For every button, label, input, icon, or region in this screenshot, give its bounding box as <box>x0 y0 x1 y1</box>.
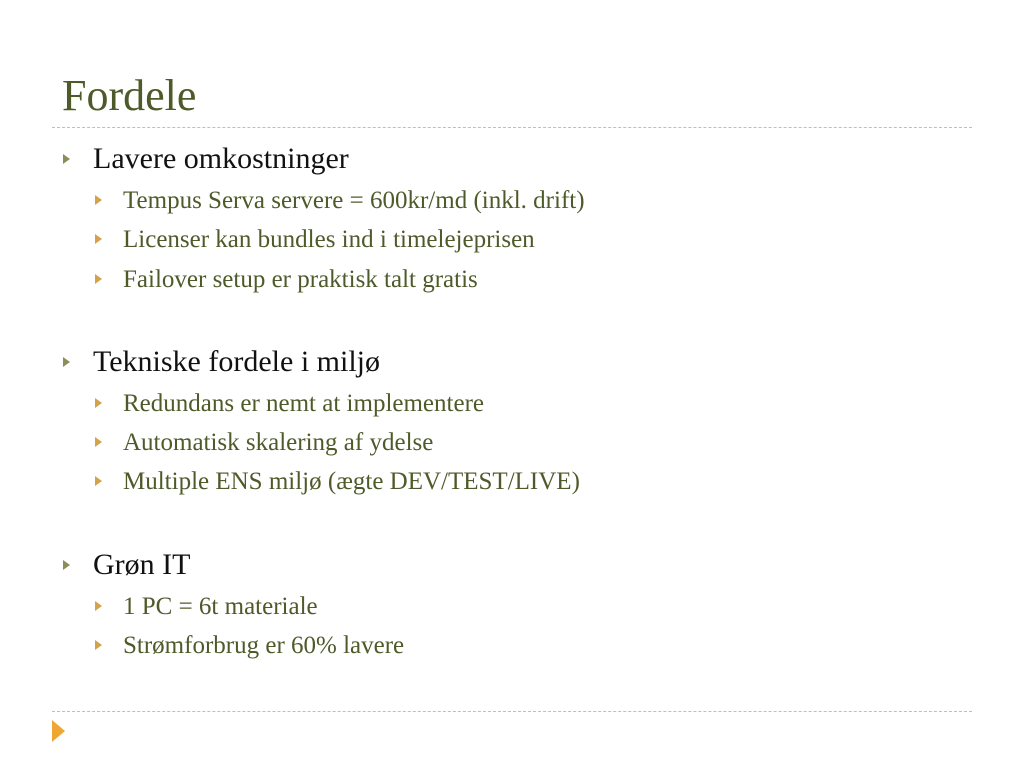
triangle-bullet-icon <box>95 195 102 205</box>
section-heading-text: Tekniske fordele i miljø <box>93 345 380 378</box>
triangle-bullet-icon <box>95 476 102 486</box>
section-heading <box>63 344 380 380</box>
list-item-text: Tempus Serva servere = 600kr/md (inkl. drift) <box>123 187 585 214</box>
triangle-bullet-icon <box>95 274 102 284</box>
list-item <box>95 428 433 458</box>
list-item <box>95 265 478 295</box>
list-item-text: Automatisk skalering af ydelse <box>123 429 434 456</box>
slide-title: Fordele <box>62 71 197 120</box>
triangle-bullet-icon <box>95 234 102 244</box>
triangle-bullet-icon <box>63 357 70 367</box>
section-heading <box>63 141 349 177</box>
section-heading <box>63 547 190 583</box>
list-item <box>95 389 484 419</box>
list-item-text: Multiple ENS miljø (ægte DEV/TEST/LIVE) <box>123 468 580 495</box>
triangle-bullet-icon <box>63 154 70 164</box>
list-item-text: Licenser kan bundles ind i timelejeprisen <box>123 226 535 253</box>
list-item <box>95 186 585 216</box>
triangle-arrow-icon <box>52 720 65 742</box>
list-item-text: Strømforbrug er 60% lavere <box>123 632 405 659</box>
list-item-text: Redundans er nemt at implementere <box>123 390 484 417</box>
triangle-bullet-icon <box>95 601 102 611</box>
triangle-bullet-icon <box>95 437 102 447</box>
list-item <box>95 467 580 497</box>
list-item <box>95 225 535 255</box>
triangle-bullet-icon <box>95 398 102 408</box>
list-item-text: Failover setup er praktisk talt gratis <box>123 266 478 293</box>
section-heading-text: Grøn IT <box>93 548 191 581</box>
list-item-text: 1 PC = 6t materiale <box>123 593 318 620</box>
triangle-bullet-icon <box>63 560 70 570</box>
bottom-divider <box>52 711 972 712</box>
triangle-bullet-icon <box>95 640 102 650</box>
list-item <box>95 592 318 622</box>
section-heading-text: Lavere omkostninger <box>93 142 349 175</box>
list-item <box>95 631 404 661</box>
